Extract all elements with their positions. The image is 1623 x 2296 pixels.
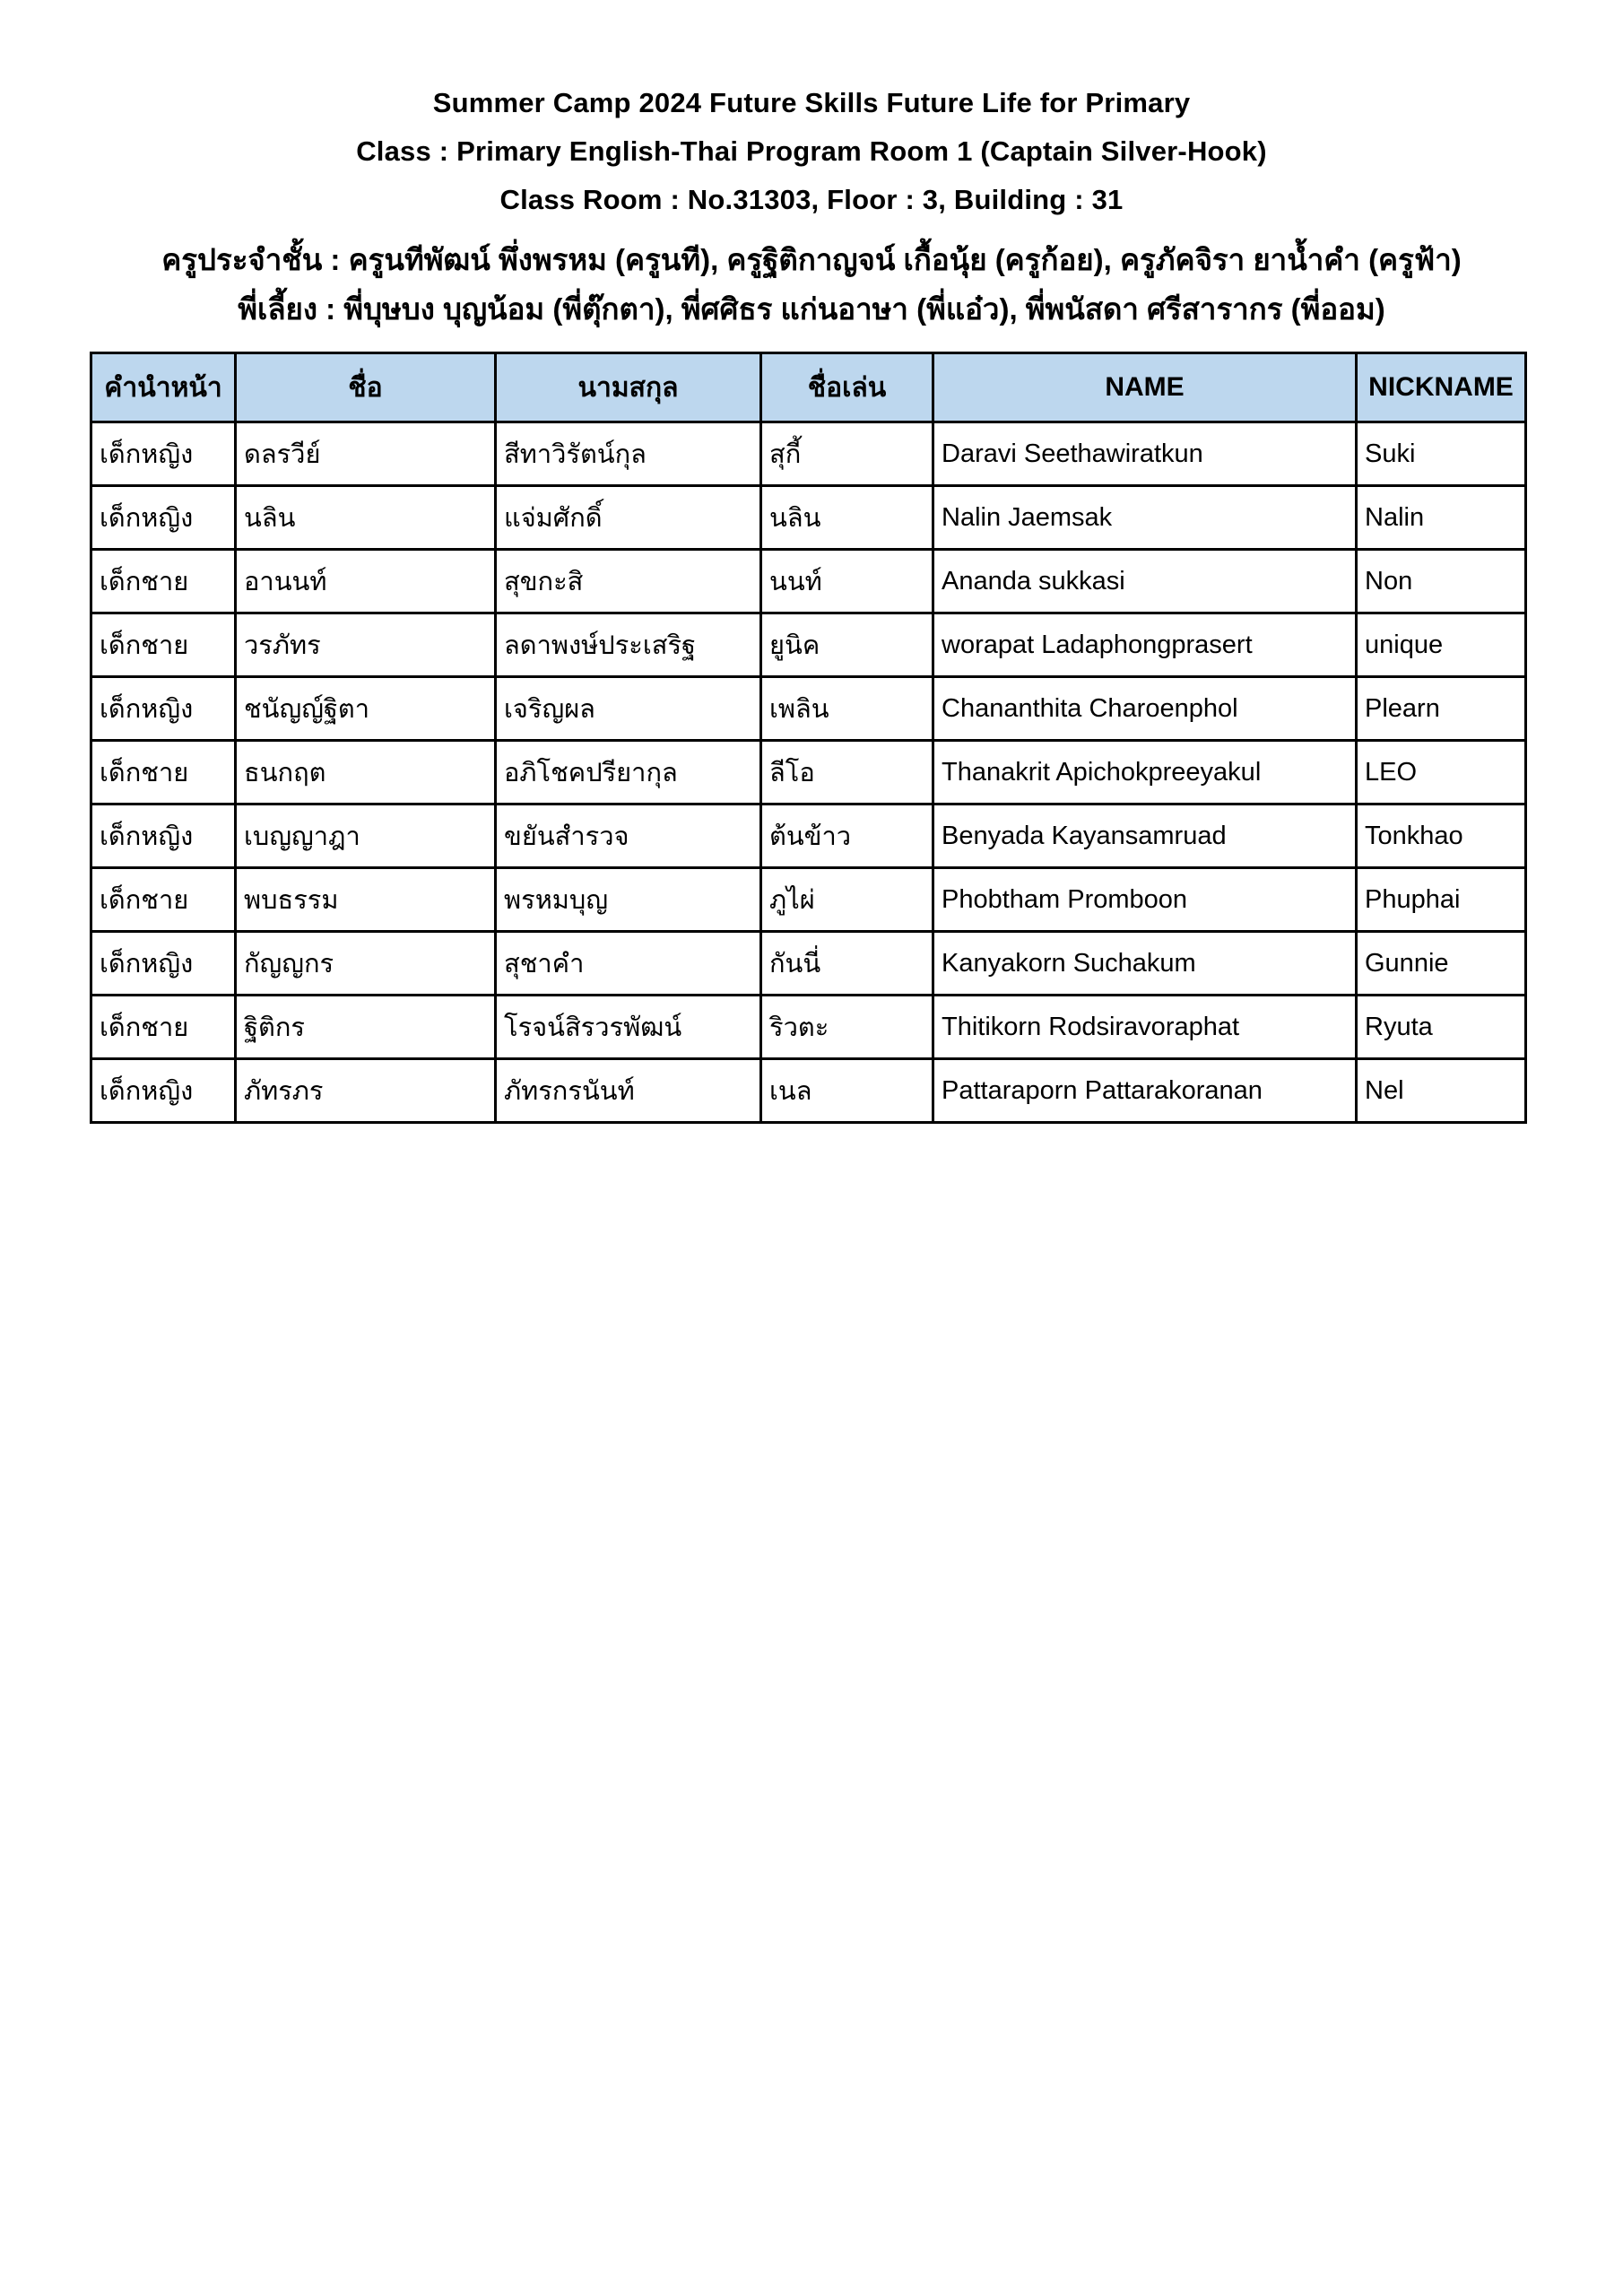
table-row	[91, 932, 1526, 996]
table-row	[91, 804, 1526, 868]
cell-surname: ภัทรกรนันท์	[496, 1059, 761, 1123]
cell-prefix: เด็กชาย	[91, 868, 236, 932]
column-header-surname: นามสกุล	[496, 353, 761, 422]
cell-nickname-en: Ryuta	[1357, 996, 1526, 1059]
cell-firstname: ฐิติกร	[236, 996, 496, 1059]
cell-name-en: Thitikorn Rodsiravoraphat	[933, 996, 1357, 1059]
table-row	[91, 422, 1526, 486]
cell-nickname-en: Non	[1357, 550, 1526, 613]
cell-nickname-thai: นลิน	[761, 486, 933, 550]
cell-prefix: เด็กชาย	[91, 741, 236, 804]
cell-nickname-thai: สุกี้	[761, 422, 933, 486]
cell-nickname-thai: ภูไผ่	[761, 868, 933, 932]
table-row	[91, 550, 1526, 613]
cell-nickname-thai: ต้นข้าว	[761, 804, 933, 868]
cell-nickname-en: Nel	[1357, 1059, 1526, 1123]
cell-surname: พรหมบุญ	[496, 868, 761, 932]
cell-prefix: เด็กหญิง	[91, 422, 236, 486]
table-row	[91, 996, 1526, 1059]
cell-prefix: เด็กหญิง	[91, 486, 236, 550]
cell-name-en: Benyada Kayansamruad	[933, 804, 1357, 868]
cell-surname: ลดาพงษ์ประเสริฐ	[496, 613, 761, 677]
table-row	[91, 613, 1526, 677]
table-row	[91, 677, 1526, 741]
cell-firstname: พบธรรม	[236, 868, 496, 932]
cell-firstname: ธนกฤต	[236, 741, 496, 804]
cell-firstname: นลิน	[236, 486, 496, 550]
cell-surname: ขยันสำรวจ	[496, 804, 761, 868]
cell-firstname: อานนท์	[236, 550, 496, 613]
cell-nickname-thai: เพลิน	[761, 677, 933, 741]
cell-surname: แจ่มศักดิ์	[496, 486, 761, 550]
cell-nickname-en: Nalin	[1357, 486, 1526, 550]
student-roster-table	[90, 352, 1527, 1124]
cell-firstname: กัญญกร	[236, 932, 496, 996]
column-header-nickname-thai: ชื่อเล่น	[761, 353, 933, 422]
cell-prefix: เด็กชาย	[91, 550, 236, 613]
document-header	[0, 79, 1623, 334]
column-header-nickname-en: NICKNAME	[1357, 353, 1526, 422]
cell-nickname-thai: ลีโอ	[761, 741, 933, 804]
cell-nickname-en: Phuphai	[1357, 868, 1526, 932]
cell-nickname-thai: เนล	[761, 1059, 933, 1123]
cell-prefix: เด็กชาย	[91, 613, 236, 677]
cell-nickname-thai: ริวตะ	[761, 996, 933, 1059]
cell-surname: สีทาวิรัตน์กุล	[496, 422, 761, 486]
homeroom-teachers-line: ครูประจำชั้น : ครูนทีพัฒน์ พึ่งพรหม (ครูนที), ครูฐิติกาญจน์ เกื้อนุ้ย (ครูก้อย), ครูภัคจิรา ยาน้ำคำ (ครูฟ้า)	[161, 243, 1462, 276]
cell-nickname-thai: กันนี่	[761, 932, 933, 996]
cell-name-en: Phobtham Promboon	[933, 868, 1357, 932]
column-header-firstname: ชื่อ	[236, 353, 496, 422]
cell-surname: สุขกะสิ	[496, 550, 761, 613]
cell-prefix: เด็กหญิง	[91, 1059, 236, 1123]
title-classroom: Class Room : No.31303, Floor : 3, Building : 31	[499, 184, 1124, 215]
table-row	[91, 741, 1526, 804]
cell-firstname: วรภัทร	[236, 613, 496, 677]
cell-name-en: Chananthita Charoenphol	[933, 677, 1357, 741]
cell-name-en: worapat Ladaphongprasert	[933, 613, 1357, 677]
cell-name-en: Daravi Seethawiratkun	[933, 422, 1357, 486]
cell-surname: โรจน์สิรวรพัฒน์	[496, 996, 761, 1059]
cell-nickname-en: Suki	[1357, 422, 1526, 486]
cell-nickname-en: Plearn	[1357, 677, 1526, 741]
cell-firstname: เบญญาฎา	[236, 804, 496, 868]
column-header-prefix: คำนำหน้า	[91, 353, 236, 422]
cell-firstname: ภัทรภร	[236, 1059, 496, 1123]
cell-prefix: เด็กหญิง	[91, 677, 236, 741]
cell-surname: สุชาคำ	[496, 932, 761, 996]
cell-name-en: Ananda sukkasi	[933, 550, 1357, 613]
cell-firstname: ดลรวีย์	[236, 422, 496, 486]
cell-nickname-en: Tonkhao	[1357, 804, 1526, 868]
cell-name-en: Kanyakorn Suchakum	[933, 932, 1357, 996]
cell-nickname-en: Gunnie	[1357, 932, 1526, 996]
cell-name-en: Pattaraporn Pattarakoranan	[933, 1059, 1357, 1123]
title-camp: Summer Camp 2024 Future Skills Future Life for Primary	[432, 87, 1191, 118]
title-class: Class : Primary English-Thai Program Room 1 (Captain Silver-Hook)	[356, 135, 1267, 167]
cell-prefix: เด็กหญิง	[91, 804, 236, 868]
cell-name-en: Nalin Jaemsak	[933, 486, 1357, 550]
cell-nickname-en: LEO	[1357, 741, 1526, 804]
table-row	[91, 486, 1526, 550]
cell-firstname: ชนัญญ์ฐิตา	[236, 677, 496, 741]
column-header-name-en: NAME	[933, 353, 1357, 422]
cell-prefix: เด็กหญิง	[91, 932, 236, 996]
table-row	[91, 1059, 1526, 1123]
assistants-line: พี่เลี้ยง : พี่บุษบง บุญน้อม (พี่ตุ๊กตา), พี่ศศิธร แก่นอาษา (พี่แอ๋ว), พี่พนัสดา ศรีสารากร (พี่ออม)	[238, 292, 1385, 326]
cell-nickname-thai: ยูนิค	[761, 613, 933, 677]
table-row	[91, 868, 1526, 932]
table-header-row	[91, 353, 1526, 422]
cell-surname: อภิโชคปรียากุล	[496, 741, 761, 804]
cell-prefix: เด็กชาย	[91, 996, 236, 1059]
cell-nickname-en: unique	[1357, 613, 1526, 677]
cell-name-en: Thanakrit Apichokpreeyakul	[933, 741, 1357, 804]
cell-surname: เจริญผล	[496, 677, 761, 741]
cell-nickname-thai: นนท์	[761, 550, 933, 613]
